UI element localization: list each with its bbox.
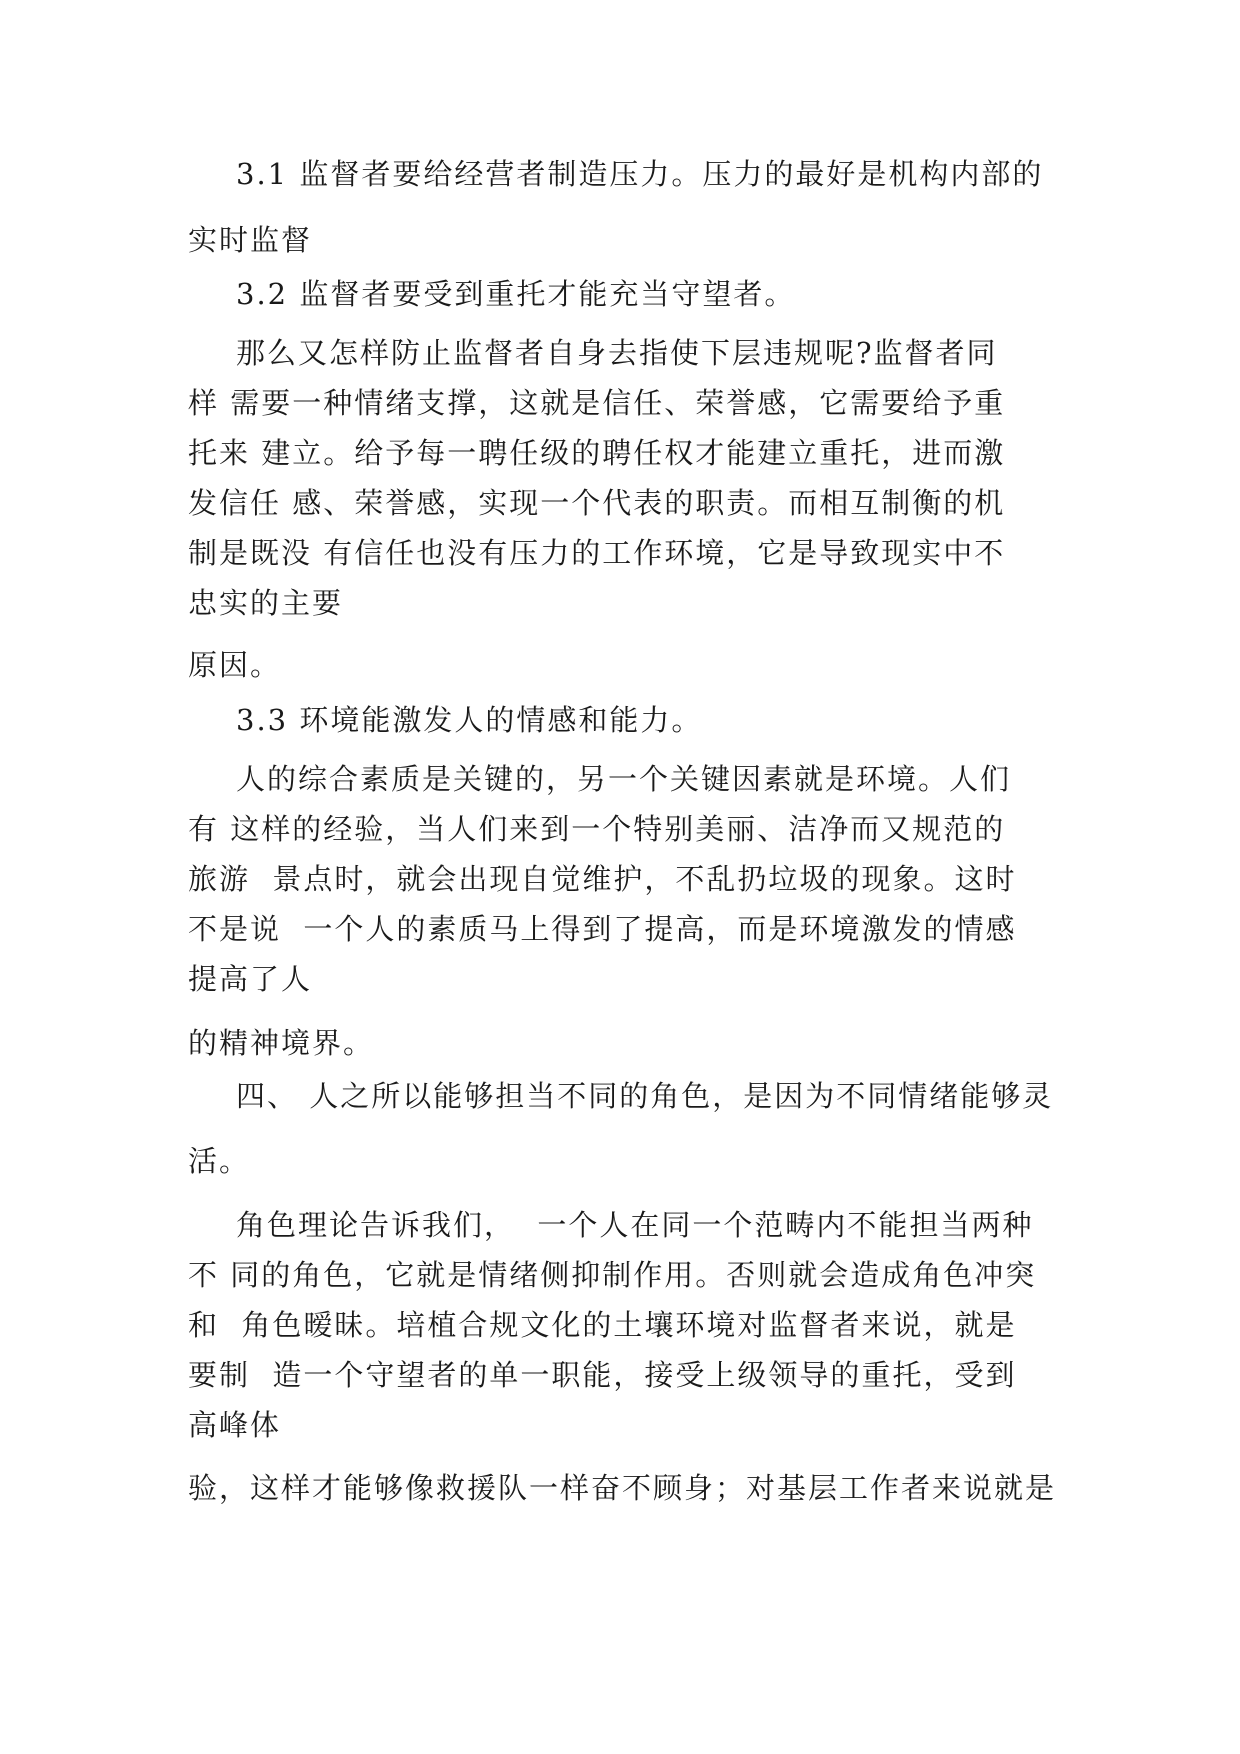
text-line-3: 3.2 监督者要受到重托才能充当守望者。 [236, 277, 796, 311]
text-line-24: 高峰体 [188, 1408, 282, 1442]
text-line-15: 不是说 一个人的素质马上得到了提高，而是环境激发的情感 [188, 912, 1017, 946]
text-line-14: 旅游 景点时，就会出现自觉维护，不乱扔垃圾的现象。这时 [188, 862, 1017, 896]
text-line-10: 原因。 [188, 648, 282, 682]
text-line-20: 角色理论告诉我们， 一个人在同一个范畴内不能担当两种 [236, 1208, 1034, 1242]
text-line-7: 发信任 感、荣誉感，实现一个代表的职责。而相互制衡的机 [188, 486, 1006, 520]
text-line-21: 不 同的角色，它就是情绪侧抑制作用。否则就会造成角色冲突 [188, 1258, 1037, 1292]
text-line-11: 3.3 环境能激发人的情感和能力。 [236, 703, 703, 737]
text-line-13: 有 这样的经验，当人们来到一个特别美丽、洁净而又规范的 [188, 812, 1006, 846]
text-line-19: 活。 [188, 1144, 251, 1178]
text-line-16: 提高了人 [188, 962, 313, 996]
text-line-25: 验，这样才能够像救援队一样奋不顾身；对基层工作者来说就是 [188, 1471, 1057, 1505]
text-line-9: 忠实的主要 [188, 586, 344, 620]
text-line-17: 的精神境界。 [188, 1026, 375, 1060]
text-line-18: 四、 人之所以能够担当不同的角色，是因为不同情绪能够灵 [236, 1079, 1054, 1113]
text-line-1: 3.1 监督者要给经营者制造压力。压力的最好是机构内部的 [236, 157, 1044, 191]
text-line-2: 实时监督 [188, 223, 313, 257]
text-line-8: 制是既没 有信任也没有压力的工作环境，它是导致现实中不 [188, 536, 1006, 570]
text-line-12: 人的综合素质是关键的，另一个关键因素就是环境。人们 [236, 762, 1012, 796]
text-line-23: 要制 造一个守望者的单一职能，接受上级领导的重托，受到 [188, 1358, 1017, 1392]
text-line-22: 和 角色暧昧。培植合规文化的土壤环境对监督者来说，就是 [188, 1308, 1017, 1342]
text-line-4: 那么又怎样防止监督者自身去指使下层违规呢?监督者同 [236, 336, 998, 370]
text-line-5: 样 需要一种情绪支撑，这就是信任、荣誉感，它需要给予重 [188, 386, 1006, 420]
text-line-6: 托来 建立。给予每一聘任级的聘任权才能建立重托，进而激 [188, 436, 1006, 470]
